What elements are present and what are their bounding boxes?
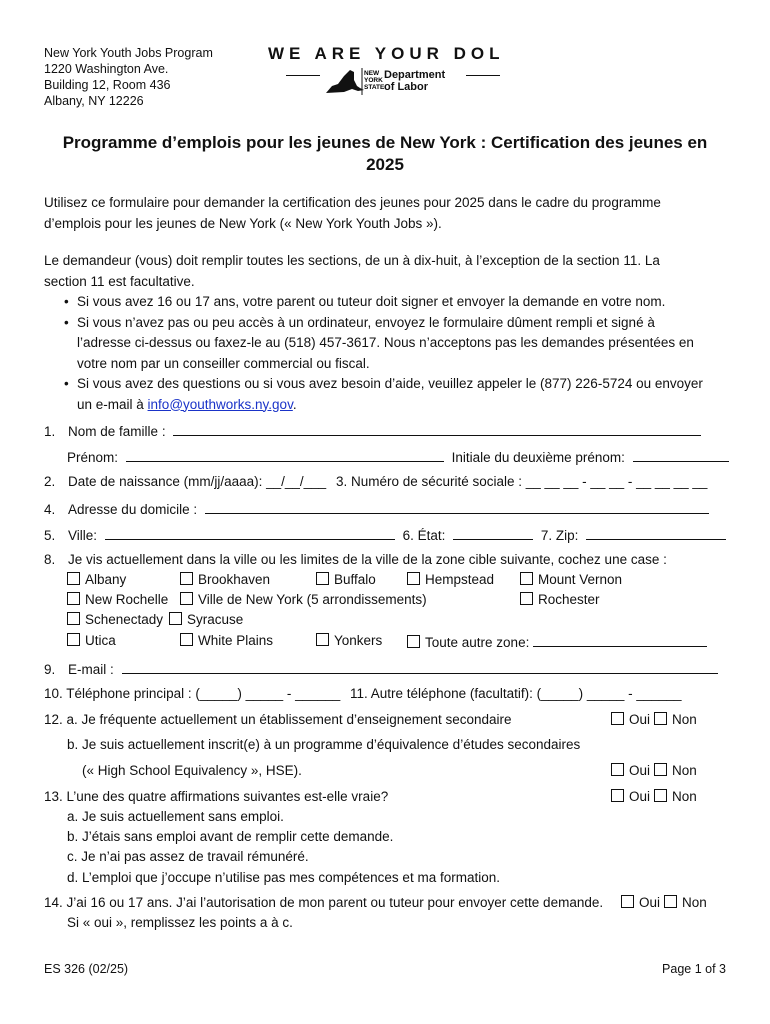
- ny-text-2: YORK: [364, 77, 383, 84]
- return-address: [44, 45, 213, 109]
- option-hempstead[interactable]: Hempstead: [407, 571, 494, 589]
- checkbox[interactable]: [67, 572, 80, 585]
- title-line-1: Programme d’emplois pour les jeunes de New York : Certification des jeunes en: [62, 133, 708, 152]
- checkbox[interactable]: [67, 633, 80, 646]
- city-field[interactable]: [105, 525, 395, 540]
- checkbox[interactable]: [621, 895, 634, 908]
- instructions-list: [62, 292, 734, 415]
- q14-no[interactable]: Non: [664, 894, 707, 912]
- target-zone-label: Je vis actuellement dans la ville ou les limites de la ville de la zone cible suivante, cochez une case :: [68, 552, 667, 567]
- zip-field[interactable]: [586, 525, 726, 540]
- q13-row: [44, 788, 388, 806]
- intro-p2-line-1: Le demandeur (vous) doit remplir toutes les sections, de un à dix-huit, à l’exception de la section 11. La: [44, 253, 660, 268]
- checkbox[interactable]: [654, 712, 667, 725]
- checkbox[interactable]: [654, 789, 667, 802]
- q12b-no[interactable]: Non: [654, 762, 697, 780]
- q12b-label: b. Je suis actuellement inscrit(e) à un programme d’équivalence d’études secondaires: [67, 737, 581, 752]
- q14-row: [44, 894, 603, 912]
- q12b-row: [67, 736, 580, 754]
- option-syracuse[interactable]: Syracuse: [169, 611, 243, 629]
- instruction-bullet-3: • Si vous avez des questions ou si vous avez besoin d’aide, veuillez appeler le (877) 226-5724 ou envoyer un e-mail à info@youthworks.ny.gov.: [62, 374, 734, 415]
- first-name-field[interactable]: [126, 447, 444, 462]
- checkbox[interactable]: [407, 635, 420, 648]
- address-line-3: Building 12, Room 436: [44, 78, 171, 92]
- option-buffalo[interactable]: Buffalo: [316, 571, 376, 589]
- last-name-label: Nom de famille :: [68, 424, 166, 439]
- q14-sub: Si « oui », remplissez les points a à c.: [67, 915, 293, 930]
- option-brookhaven[interactable]: Brookhaven: [180, 571, 270, 589]
- q10-q11-row: [44, 685, 681, 703]
- logo-rule-right: [466, 75, 500, 76]
- checkbox[interactable]: [654, 763, 667, 776]
- q4-address-row: 4. Adresse du domicile :: [44, 499, 709, 517]
- checkbox[interactable]: [407, 572, 420, 585]
- home-address-field[interactable]: [205, 499, 709, 514]
- intro-p1-line-1: Utilisez ce formulaire pour demander la certification des jeunes pour 2025 dans le cadre du programme: [44, 195, 661, 210]
- checkbox[interactable]: [611, 789, 624, 802]
- city-label: Ville:: [68, 528, 98, 543]
- state-field[interactable]: [453, 525, 533, 540]
- dol-logo: [268, 44, 508, 100]
- form-id: ES 326 (02/25): [44, 962, 129, 976]
- q1-first-name-row: [67, 447, 729, 465]
- ssn-field[interactable]: 3. Numéro de sécurité sociale : __ __ __ - __ __ - __ __ __ __: [335, 474, 708, 489]
- q1-last-name-row: 1. Nom de famille :: [44, 421, 701, 439]
- checkbox[interactable]: [180, 592, 193, 605]
- logo-rule-left: [286, 75, 320, 76]
- address-line-1: New York Youth Jobs Program: [44, 46, 213, 60]
- checkbox[interactable]: [611, 712, 624, 725]
- checkbox[interactable]: [316, 572, 329, 585]
- option-new-rochelle[interactable]: New Rochelle: [67, 591, 168, 609]
- primary-phone-field[interactable]: 10. Téléphone principal : (_____) _____ - ______: [44, 686, 341, 701]
- checkbox[interactable]: [520, 572, 533, 585]
- option-new-york-city[interactable]: Ville de New York (5 arrondissements): [180, 591, 427, 609]
- checkbox[interactable]: [664, 895, 677, 908]
- last-name-field[interactable]: [173, 421, 701, 436]
- checkbox[interactable]: [180, 633, 193, 646]
- other-zone-field[interactable]: [533, 632, 707, 647]
- first-name-label: Prénom:: [67, 450, 119, 465]
- q12b-label-2: (« High School Equivalency », HSE).: [82, 763, 302, 778]
- q14-label: 14. J’ai 16 ou 17 ans. J’ai l’autorisation de mon parent ou tuteur pour envoyer cette demande.: [44, 895, 604, 910]
- state-label: 6. État:: [402, 528, 446, 543]
- q13-label: 13. L’une des quatre affirmations suivantes est-elle vraie?: [44, 789, 389, 804]
- q12a-row: [44, 711, 512, 729]
- middle-initial-label: Initiale du deuxième prénom:: [451, 450, 625, 465]
- ny-state-map-icon: [324, 66, 385, 96]
- instruction-bullet-2: • Si vous n’avez pas ou peu accès à un ordinateur, envoyez le formulaire dûment rempli et signé à l’adresse ci-dessus ou faxez-le au (518) 457-3617. Nous n’acceptons pas les demandes présentées en votre nom par un conseiller commercial ou fiscal.: [62, 313, 734, 375]
- q12b-yes[interactable]: Oui: [611, 762, 650, 780]
- q13-yes[interactable]: Oui: [611, 788, 650, 806]
- option-other-zone[interactable]: Toute autre zone:: [407, 632, 707, 652]
- q9-email-row: 9. E-mail :: [44, 659, 718, 677]
- dept-line-1: Department: [384, 69, 446, 81]
- option-white-plains[interactable]: White Plains: [180, 632, 273, 650]
- intro-paragraph-2: [44, 251, 734, 292]
- option-rochester[interactable]: Rochester: [520, 591, 600, 609]
- option-utica[interactable]: Utica: [67, 632, 116, 650]
- q12a-no[interactable]: Non: [654, 711, 697, 729]
- middle-initial-field[interactable]: [633, 447, 729, 462]
- ny-text-1: NEW: [364, 70, 380, 77]
- home-address-label: Adresse du domicile :: [68, 502, 198, 517]
- q13-item-c: c. Je n’ai pas assez de travail rémunéré.: [67, 849, 309, 864]
- ny-text-3: STATE: [364, 84, 385, 91]
- email-field[interactable]: [122, 659, 718, 674]
- logo-department: [384, 69, 445, 93]
- address-line-2: 1220 Washington Ave.: [44, 62, 169, 76]
- q14-yes[interactable]: Oui: [621, 894, 660, 912]
- intro-paragraph-1: [44, 193, 734, 234]
- dept-line-2: of Labor: [384, 81, 428, 93]
- instruction-bullet-1: • Si vous avez 16 ou 17 ans, votre parent ou tuteur doit signer et envoyer la demande en votre nom.: [62, 292, 734, 313]
- address-line-4: Albany, NY 12226: [44, 94, 144, 108]
- option-mount-vernon[interactable]: Mount Vernon: [520, 571, 622, 589]
- checkbox[interactable]: [67, 592, 80, 605]
- q13-item-b: b. J’étais sans emploi avant de remplir cette demande.: [67, 829, 394, 844]
- q12a-yes[interactable]: Oui: [611, 711, 650, 729]
- email-link[interactable]: info@youthworks.ny.gov: [147, 396, 293, 412]
- q2-q3-row: 2. Date de naissance (mm/jj/aaaa): __/__/___ 3. Numéro de sécurité sociale : __ __ __ - __ __ - __ __ __ __: [44, 474, 708, 489]
- option-yonkers[interactable]: Yonkers: [316, 632, 382, 650]
- q13-item-a: a. Je suis actuellement sans emploi.: [67, 809, 284, 824]
- checkbox[interactable]: [169, 612, 182, 625]
- title-line-2: 2025: [366, 155, 404, 174]
- checkbox[interactable]: [67, 612, 80, 625]
- q13-item-d: d. L’emploi que j’occupe n’utilise pas mes compétences et ma formation.: [67, 870, 500, 885]
- email-label: E-mail :: [68, 662, 114, 677]
- intro-p2-line-2: section 11 est facultative.: [44, 273, 195, 289]
- zip-label: 7. Zip:: [540, 528, 579, 543]
- page-title: [40, 132, 730, 176]
- alt-phone-field[interactable]: 11. Autre téléphone (facultatif): (_____) _____ - ______: [350, 686, 682, 701]
- birth-date-field[interactable]: Date de naissance (mm/jj/aaaa): __/__/___: [68, 474, 327, 489]
- logo-slogan: WE ARE YOUR DOL: [268, 44, 505, 63]
- q8-row: 8. Je vis actuellement dans la ville ou les limites de la ville de la zone cible suivante, cochez une case :: [44, 552, 667, 567]
- checkbox[interactable]: [180, 572, 193, 585]
- page-number: Page 1 of 3: [662, 962, 726, 976]
- q12a-label: 12. a. Je fréquente actuellement un établissement d’enseignement secondaire: [44, 712, 512, 727]
- checkbox[interactable]: [520, 592, 533, 605]
- q5-city-row: 5. Ville: 6. État: 7. Zip:: [44, 525, 726, 543]
- checkbox[interactable]: [316, 633, 329, 646]
- q13-no[interactable]: Non: [654, 788, 697, 806]
- option-schenectady[interactable]: Schenectady: [67, 611, 163, 629]
- q12b-row-2: [82, 762, 302, 780]
- option-albany[interactable]: Albany: [67, 571, 126, 589]
- checkbox[interactable]: [611, 763, 624, 776]
- intro-p1-line-2: d’emplois pour les jeunes de New York (« New York Youth Jobs »).: [44, 215, 442, 231]
